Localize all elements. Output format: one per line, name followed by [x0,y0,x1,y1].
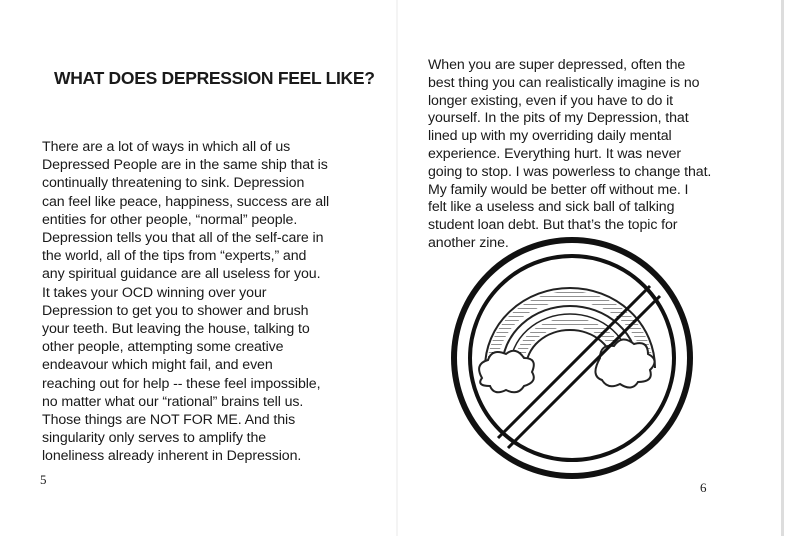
cloud-left-icon [479,351,534,392]
page-edge [781,0,784,536]
text-line: There are a lot of ways in which all of us [42,139,291,155]
page-gutter [396,0,398,536]
text-line: longer existing, even if you have to do it [428,92,674,109]
page-title: WHAT DOES DEPRESSION FEEL LIKE? [54,68,375,88]
left-body-text [42,138,329,466]
text-line: best thing you can realistically imagine is no [428,74,700,91]
text-line: endeavour which might fail, and even [42,357,273,374]
text-line: Depressed People are in the same ship that is [42,157,328,174]
right-body-text [428,57,711,253]
text-line: Depression to get you to shower and brush [42,302,309,319]
text-line: continually threatening to sink. Depression [42,175,305,192]
text-line: yourself. In the pits of my Depression, that [428,110,689,127]
text-line: singularity only serves to amplify the [42,430,267,447]
text-line: no matter what our “rational” brains tell us. [42,393,304,410]
text-line: It takes your OCD winning over your [42,284,267,301]
text-line: going to stop. I was powerless to change that. [428,163,712,180]
page-number-left: 5 [40,472,47,487]
text-line: Those things are NOT FOR ME. And this [42,412,296,429]
cloud-right-icon [595,339,654,387]
text-line: loneliness already inherent in Depression. [42,448,302,465]
no-rainbow-illustration [440,228,700,488]
page-number-right: 6 [700,480,707,495]
text-line: entities for other people, “normal” people. [42,211,298,228]
text-line: experience. Everything hurt. It was never [428,145,681,162]
text-line: any spiritual guidance are all useless for you. [42,266,321,283]
text-line: lined up with my overriding daily mental [428,128,672,145]
text-line: another zine. [428,234,509,251]
text-line: reaching out for help -- these feel impossible, [42,375,321,392]
text-line: student loan debt. But that’s the topic for [428,217,678,234]
text-line: My family would be better off without me. I [428,181,689,198]
text-line: your teeth. But leaving the house, talking to [42,321,310,338]
text-line: When you are super depressed, often the [428,57,686,73]
text-line: can feel like peace, happiness, success are all [42,193,330,210]
text-line: felt like a useless and sick ball of talking [428,199,675,216]
text-line: the world, all of the tips from “experts,” and [42,248,307,265]
text-line: other people, attempting some creative [42,339,284,356]
text-line: Depression tells you that all of the self-care in [42,230,324,247]
